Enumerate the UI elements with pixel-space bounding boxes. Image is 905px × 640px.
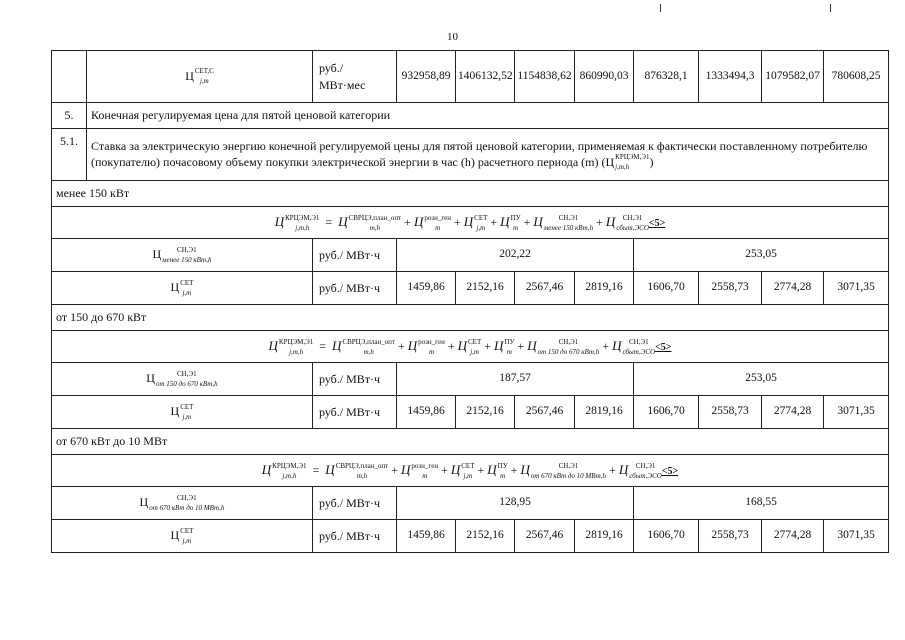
value-cell: 2558,73 xyxy=(699,272,762,305)
formula-row xyxy=(52,331,889,363)
value-cell: 2567,46 xyxy=(515,272,575,305)
value-cell: 3071,35 xyxy=(824,520,889,553)
scan-mark xyxy=(660,4,661,12)
value-cell: 1333494,3 xyxy=(699,51,762,103)
table-row-set xyxy=(52,396,889,429)
page-number: 10 xyxy=(447,31,458,43)
formula-row xyxy=(52,455,889,487)
formula: Ц КРЦЭМ,Э1 j,m,h = Ц СВРЦЭ,план_опт m,h + Ц розн_ген m + Ц СЕТ j,m + Ц ПУ m + Ц СН,Э1 менее 150 кВт,h + Ц СН,Э1 сбыт,ЭСО <5> xyxy=(52,207,889,239)
value-cell: 253,05 xyxy=(634,239,889,272)
group-label-row xyxy=(52,181,889,207)
value-cell: 932958,89 xyxy=(397,51,456,103)
section-number: 5.1. xyxy=(52,129,87,181)
value-cell: 1406132,52 xyxy=(456,51,515,103)
value-cell: 2774,28 xyxy=(762,396,824,429)
table-row-sn xyxy=(52,487,889,520)
table-row-set-c xyxy=(52,51,889,103)
unit-cell: руб./ МВт·ч xyxy=(313,487,397,520)
group-label: от 670 кВт до 10 МВт xyxy=(52,429,889,455)
symbol-set-c: Ц СЕТ,С j,m xyxy=(185,67,214,86)
value-cell: 2819,16 xyxy=(575,272,634,305)
value-cell: 1079582,07 xyxy=(762,51,824,103)
value-cell: 128,95 xyxy=(397,487,634,520)
symbol-cell: Ц СН,Э1 от 670 кВт до 10 МВт,h xyxy=(52,487,313,520)
value-cell: 1606,70 xyxy=(634,520,699,553)
symbol-cell: Ц СЕТ j,m xyxy=(52,396,313,429)
symbol-cell: Ц СЕТ j,m xyxy=(52,272,313,305)
value-cell: 2152,16 xyxy=(456,272,515,305)
value-cell: 2152,16 xyxy=(456,520,515,553)
group-label-row xyxy=(52,429,889,455)
section-description: Ставка за электрическую энергию конечной регулируемой цены для пятой ценовой категории, применяемая к фактически поставленному потребителю (покупателю) почасовому объему покупки электрической энергии в час (h) расчетного периода (m) (Ц КРЦЭМ,Э1 j,m,h ) xyxy=(87,129,889,181)
table-row-sn xyxy=(52,363,889,396)
value-cell: 2567,46 xyxy=(515,396,575,429)
value-cell: 1459,86 xyxy=(397,396,456,429)
value-cell: 2819,16 xyxy=(575,396,634,429)
section-description-text: Ставка за электрическую энергию конечной регулируемой цены для пятой ценовой категории, применяемая к фактически поставленному потребителю (покупателю) почасовому объему покупки электрической энергии в час (h) расчетного периода (m) ( xyxy=(91,138,868,169)
value-cell: 2819,16 xyxy=(575,520,634,553)
unit-cell: руб./ МВт·ч xyxy=(313,272,397,305)
value-cell: 1459,86 xyxy=(397,520,456,553)
group-label-row xyxy=(52,305,889,331)
group-label: менее 150 кВт xyxy=(52,181,889,207)
section-title: Конечная регулируемая цена для пятой ценовой категории xyxy=(87,103,889,129)
symbol-cell: Ц СН,Э1 менее 150 кВт,h xyxy=(52,239,313,272)
footnote-ref: <5> xyxy=(655,342,672,354)
value-cell: 780608,25 xyxy=(824,51,889,103)
value-cell: 168,55 xyxy=(634,487,889,520)
table-row-section-5 xyxy=(52,103,889,129)
value-cell: 1154838,62 xyxy=(515,51,575,103)
value-cell: 202,22 xyxy=(397,239,634,272)
table-row-set xyxy=(52,520,889,553)
formula-row xyxy=(52,207,889,239)
group-label: от 150 до 670 кВт xyxy=(52,305,889,331)
unit-cell: руб./ МВт·мес xyxy=(313,51,397,103)
footnote-ref: <5> xyxy=(661,466,679,478)
table-row-sn xyxy=(52,239,889,272)
table-row-section-5-1 xyxy=(52,129,889,181)
value-cell: 2152,16 xyxy=(456,396,515,429)
value-cell: 2774,28 xyxy=(762,272,824,305)
value-cell: 860990,03 xyxy=(575,51,634,103)
value-cell: 2567,46 xyxy=(515,520,575,553)
value-cell: 3071,35 xyxy=(824,396,889,429)
symbol-cell: Ц СЕТ j,m xyxy=(52,520,313,553)
scan-mark xyxy=(830,4,831,12)
section-number: 5. xyxy=(52,103,87,129)
symbol-cell: Ц СН,Э1 от 150 до 670 кВт,h xyxy=(52,363,313,396)
unit-cell: руб./ МВт·ч xyxy=(313,239,397,272)
unit-cell: руб./ МВт·ч xyxy=(313,396,397,429)
tariff-table xyxy=(51,50,889,553)
unit-cell: руб./ МВт·ч xyxy=(313,520,397,553)
row-number-cell xyxy=(52,51,87,103)
table-row-set xyxy=(52,272,889,305)
footnote-ref: <5> xyxy=(648,218,666,230)
formula: Ц КРЦЭМ,Э1 j,m,h = Ц СВРЦЭ,план_опт m,h + Ц розн_ген m + Ц СЕТ j,m + Ц ПУ m + Ц СН,Э1 от 150 до 670 кВт,h + Ц СН,Э1 сбыт,ЭСО <5> xyxy=(52,331,889,363)
value-cell: 3071,35 xyxy=(824,272,889,305)
value-cell: 1606,70 xyxy=(634,272,699,305)
value-cell: 2774,28 xyxy=(762,520,824,553)
value-cell: 253,05 xyxy=(634,363,889,396)
unit-cell: руб./ МВт·ч xyxy=(313,363,397,396)
value-cell: 2558,73 xyxy=(699,396,762,429)
value-cell: 2558,73 xyxy=(699,520,762,553)
symbol-krcem: Ц КРЦЭМ,Э1 j,m,h xyxy=(605,153,650,172)
formula: Ц КРЦЭМ,Э1 j,m,h = Ц СВРЦЭ,план_опт m,h + Ц розн_ген m + Ц СЕТ j,m + Ц ПУ m + Ц СН,Э1 от 670 кВт до 10 МВт,h + Ц СН,Э1 сбыт,ЭСО <5> xyxy=(52,455,889,487)
value-cell: 1459,86 xyxy=(397,272,456,305)
symbol-cell xyxy=(87,51,313,103)
value-cell: 1606,70 xyxy=(634,396,699,429)
value-cell: 876328,1 xyxy=(634,51,699,103)
value-cell: 187,57 xyxy=(397,363,634,396)
